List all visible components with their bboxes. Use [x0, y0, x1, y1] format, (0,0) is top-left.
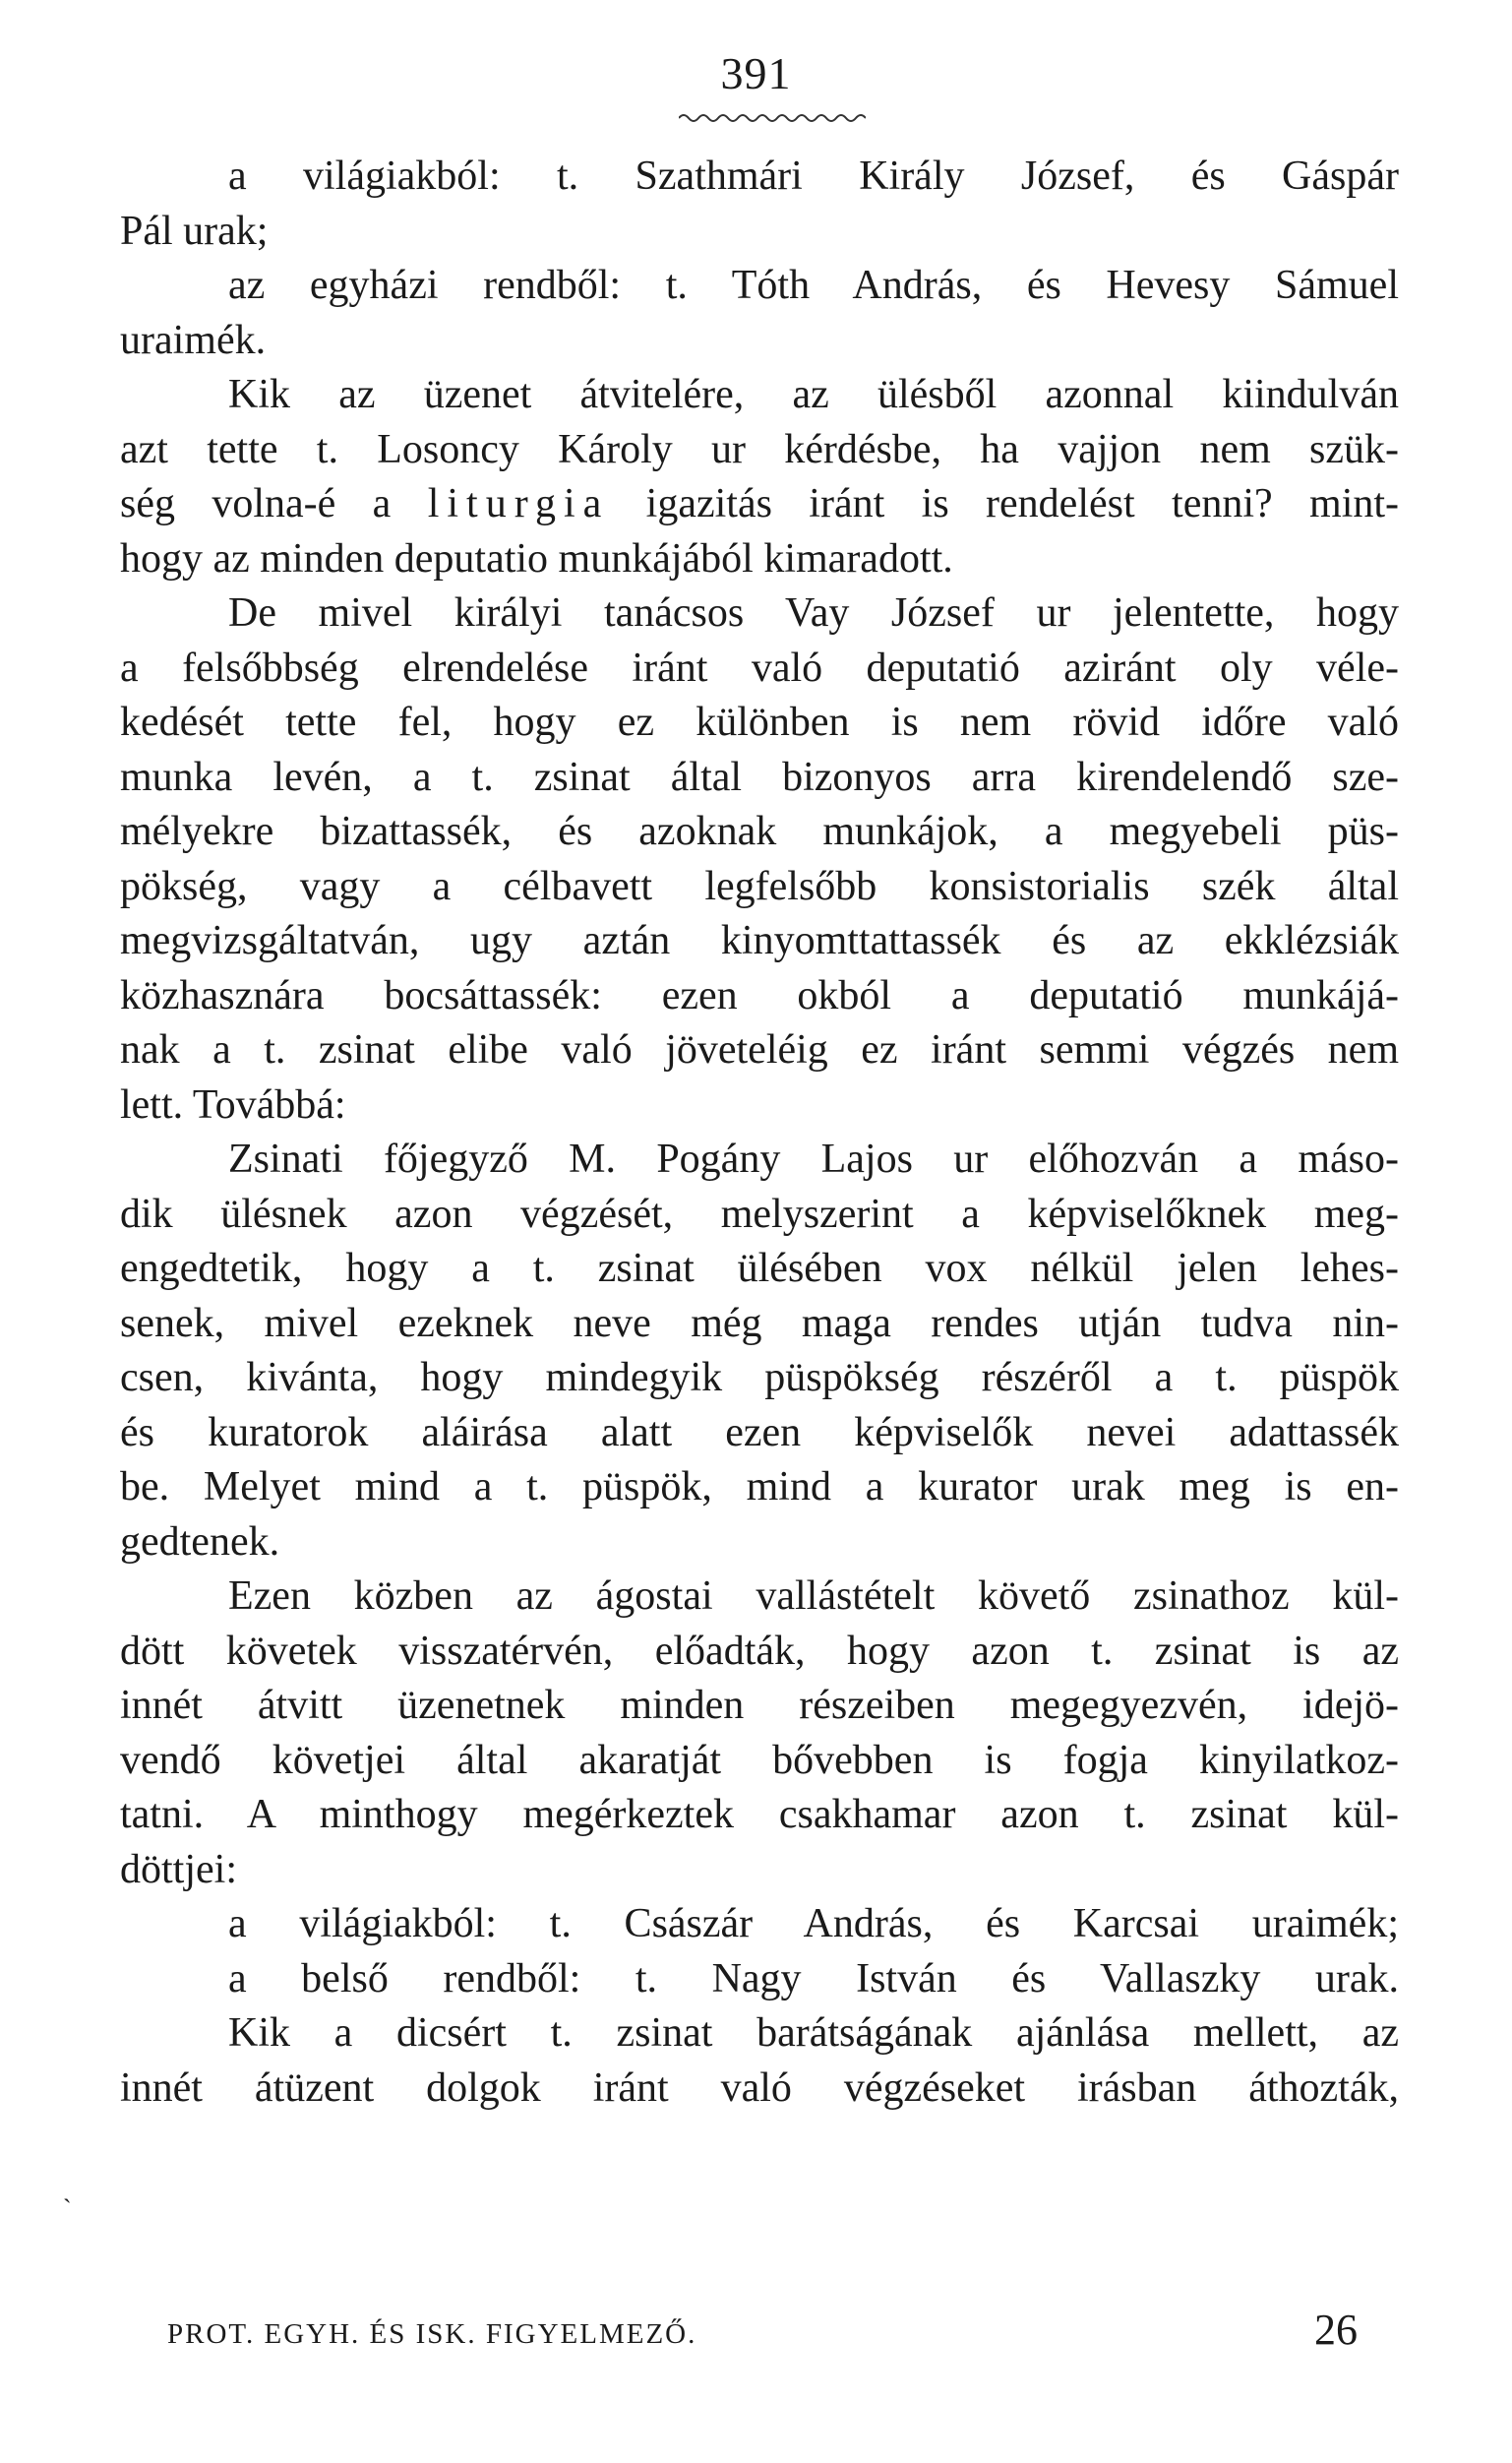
text-line: De mivel királyi tanácsos Vay József ur jelentette, hogy: [228, 590, 1399, 636]
text-line: engedtetik, hogy a t. zsinat ülésében vox nélkül jelen lehes-: [120, 1246, 1399, 1291]
stray-mark: ˎ: [63, 2175, 72, 2203]
text-line: Kik a dicsért t. zsinat barátságának ajánlása mellett, az: [228, 2010, 1399, 2056]
text-line: senek, mivel ezeknek neve még maga rendes utján tudva nin-: [120, 1300, 1399, 1346]
text-line: közhasznára bocsáttassék: ezen okból a deputatió munkájá-: [120, 972, 1399, 1018]
text-line: munka levén, a t. zsinat által bizonyos arra kirendelendő sze-: [120, 754, 1399, 800]
text-line: ség volna-é a liturgia igazitás iránt is rendelést tenni? mint-: [120, 481, 1400, 526]
text-line: megvizsgáltatván, ugy aztán kinyomttattassék és az ekklézsiák: [120, 918, 1399, 963]
text-line: és kuratorok aláirása alatt ezen képviselők nevei adattassék: [120, 1409, 1399, 1455]
text-line: innét átüzent dolgok iránt való végzéseket irásban áthozták,: [120, 2064, 1399, 2111]
text-line: azt tette t. Losoncy Károly ur kérdésbe, ha vajjon nem szük-: [120, 426, 1399, 472]
emphasized-word: liturgia: [427, 481, 610, 526]
text-line: kedését tette fel, hogy ez különben is nem rövid időre való: [120, 700, 1399, 745]
text-line: vendő követjei által akaratját bővebben is fogja kinyilatkoz-: [120, 1737, 1399, 1783]
text-line: tatni. A minthogy megérkeztek csakhamar azon t. zsinat kül-: [120, 1792, 1399, 1837]
text-line: dött követek visszatérvén, előadták, hogy azon t. zsinat is az: [120, 1628, 1399, 1674]
text-line: pökség, vagy a célbavett legfelsőbb konsistorialis szék által: [120, 863, 1399, 909]
text-line: Zsinati főjegyző M. Pogány Lajos ur előhozván a máso-: [228, 1137, 1399, 1182]
page-number: 391: [720, 48, 792, 98]
text-line: a felsőbbség elrendelése iránt való deputatió aziránt oly véle-: [120, 645, 1399, 691]
text-line: Kik az üzenet átvitelére, az ülésből azonnal kiindulván: [228, 372, 1399, 417]
text-line: be. Melyet mind a t. püspök, mind a kurator urak meg is en-: [120, 1464, 1399, 1509]
text-line: a belső rendből: t. Nagy István és Vallaszky urak.: [228, 1955, 1399, 2001]
journal-title-footer: PROT. EGYH. ÉS ISK. FIGYELMEZŐ.: [167, 2318, 697, 2350]
text-line: a világiakból: t. Császár András, és Karcsai uraimék;: [228, 1901, 1399, 1946]
text-line: Pál urak;: [120, 208, 269, 254]
text-line: mélyekre bizattassék, és azoknak munkájok, a megyebeli püs-: [120, 809, 1399, 854]
text-line: az egyházi rendből: t. Tóth András, és Hevesy Sámuel: [228, 263, 1399, 308]
text-line: Ezen közben az ágostai vallástételt követő zsinathoz kül-: [228, 1573, 1399, 1619]
text-line: lett. Továbbá:: [120, 1081, 346, 1128]
text-line: nak a t. zsinat elibe való jöveteléig ez iránt semmi végzés nem: [120, 1027, 1399, 1073]
body-text: [120, 150, 1399, 2116]
signature-mark: 26: [1314, 2306, 1358, 2354]
text-line: döttjei:: [120, 1846, 237, 1892]
page-footer: [167, 2305, 1397, 2364]
text-line: hogy az minden deputatio munkájából kimaradott.: [120, 535, 953, 582]
text-line: a világiakból: t. Szathmári Király József, és Gáspár: [228, 154, 1399, 199]
text-line: dik ülésnek azon végzését, melyszerint a képviselőknek meg-: [120, 1191, 1399, 1237]
text-line: innét átvitt üzenetnek minden részeiben megegyezvén, idejö-: [120, 1683, 1399, 1728]
text-line: uraimék.: [120, 317, 267, 363]
wavy-rule-ornament: [679, 110, 866, 126]
text-line: gedtenek.: [120, 1518, 280, 1565]
text-line: csen, kivánta, hogy mindegyik püspökség részéről a t. püspök: [120, 1355, 1399, 1400]
